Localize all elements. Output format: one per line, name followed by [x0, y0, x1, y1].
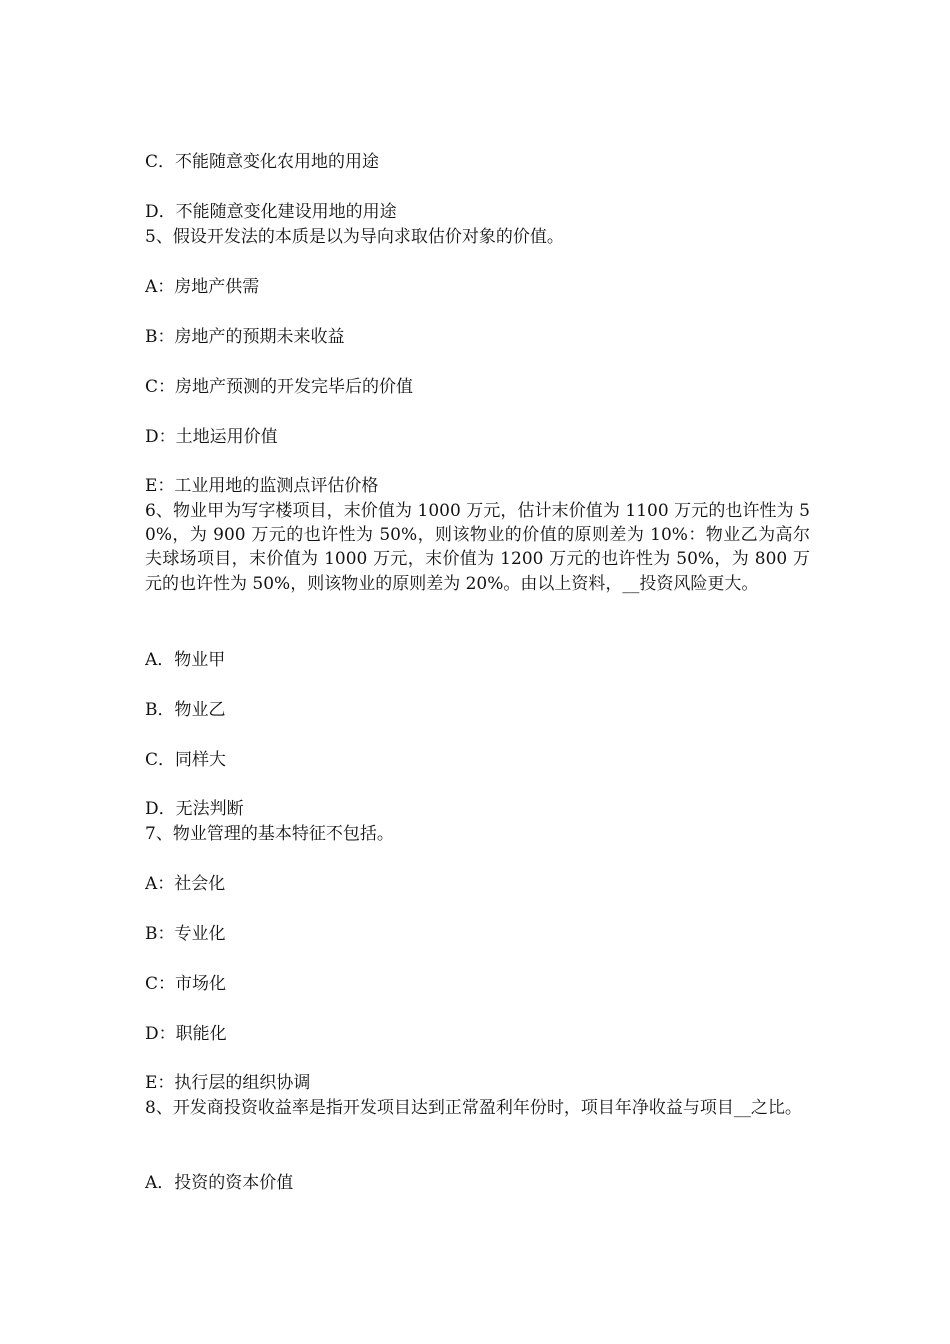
option-b-q7: B：专业化 — [145, 924, 226, 944]
question-5: 5、假设开发法的本质是以为导向求取估价对象的价值。 — [145, 227, 564, 247]
option-d-q4: D．不能随意变化建设用地的用途 — [145, 202, 397, 222]
option-b-q6: B．物业乙 — [145, 700, 226, 720]
option-c-q6: C．同样大 — [145, 750, 227, 770]
option-d-q5: D：土地运用价值 — [145, 427, 278, 447]
option-b-q5: B：房地产的预期未来收益 — [145, 327, 345, 347]
option-d-q6: D．无法判断 — [145, 799, 244, 819]
option-c-q4: C．不能随意变化农用地的用途 — [145, 152, 380, 172]
question-8: 8、开发商投资收益率是指开发项目达到正常盈利年份时，项目年净收益与项目__之比。 — [145, 1098, 802, 1118]
option-e-q7: E：执行层的组织协调 — [145, 1073, 311, 1093]
option-a-q6: A．物业甲 — [145, 650, 226, 670]
option-a-q5: A：房地产供需 — [145, 277, 260, 297]
option-c-q7: C：市场化 — [145, 974, 227, 994]
question-7: 7、物业管理的基本特征不包括。 — [145, 824, 394, 844]
option-c-q5: C：房地产预测的开发完毕后的价值 — [145, 377, 414, 397]
question-6: 6、物业甲为写字楼项目，末价值为 1000 万元，估计末价值为 1100 万元的也许性为 50%，为 900 万元的也许性为 50%，则该物业的价值的原则差为 10%：物业乙为高尔夫球场项目，末价值为 1000 万元，末价值为 1200 万元的也许性为 50%，为 800 万元的也许性为 50%，则该物业的原则差为 20%。由以上资料，__投资风险更大。 — [145, 501, 810, 594]
option-a-q7: A：社会化 — [145, 874, 226, 894]
option-a-q8: A．投资的资本价值 — [145, 1173, 294, 1193]
option-d-q7: D：职能化 — [145, 1024, 227, 1044]
option-e-q5: E：工业用地的监测点评估价格 — [145, 476, 379, 496]
